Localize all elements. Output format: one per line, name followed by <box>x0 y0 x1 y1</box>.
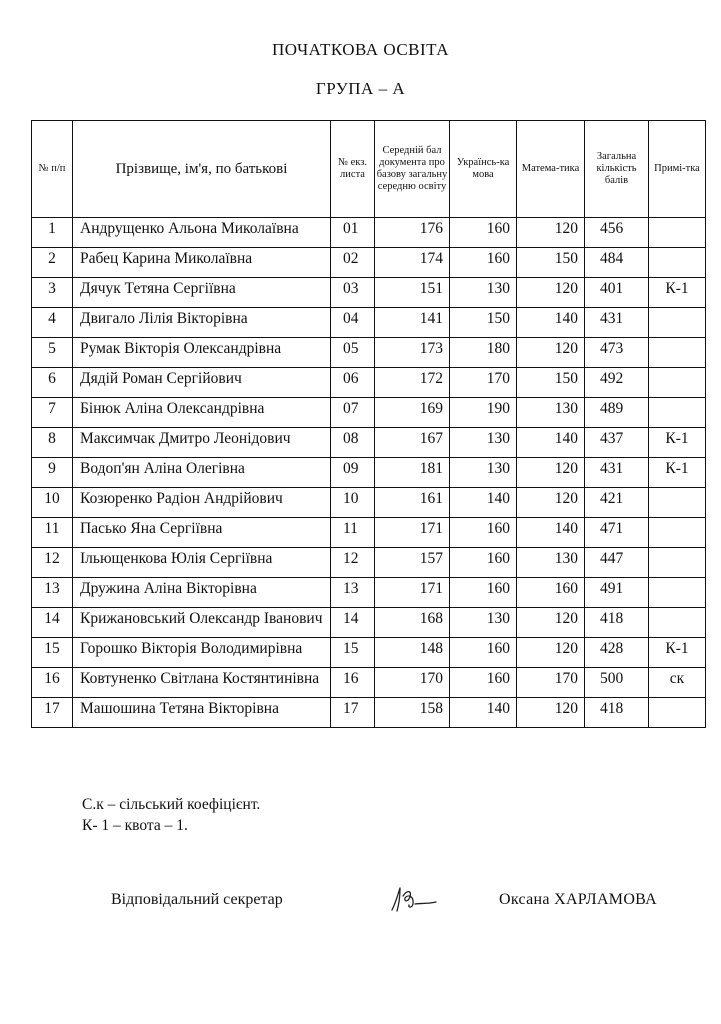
cell-note <box>649 548 706 578</box>
results-table <box>31 120 706 728</box>
cell-note <box>649 608 706 638</box>
table-row <box>32 248 706 278</box>
cell-num: 3 <box>32 278 73 308</box>
table-row <box>32 668 706 698</box>
cell-math: 120 <box>517 638 585 668</box>
cell-ukr: 130 <box>450 278 517 308</box>
cell-total: 421 <box>585 488 649 518</box>
cell-math: 140 <box>517 308 585 338</box>
cell-num: 12 <box>32 548 73 578</box>
cell-avg: 168 <box>375 608 450 638</box>
cell-num: 17 <box>32 698 73 728</box>
table-header-row <box>32 121 706 218</box>
cell-note: К-1 <box>649 458 706 488</box>
cell-avg: 157 <box>375 548 450 578</box>
cell-ukr: 160 <box>450 248 517 278</box>
cell-note <box>649 518 706 548</box>
table-row <box>32 698 706 728</box>
cell-note <box>649 578 706 608</box>
cell-total: 471 <box>585 518 649 548</box>
cell-sheet: 09 <box>331 458 375 488</box>
secretary-role: Відповідальний секретар <box>111 891 283 908</box>
cell-math: 150 <box>517 368 585 398</box>
cell-num: 11 <box>32 518 73 548</box>
table-row <box>32 638 706 668</box>
cell-ukr: 130 <box>450 458 517 488</box>
table-row <box>32 428 706 458</box>
cell-avg: 141 <box>375 308 450 338</box>
cell-avg: 174 <box>375 248 450 278</box>
cell-sheet: 05 <box>331 338 375 368</box>
cell-ukr: 160 <box>450 518 517 548</box>
cell-math: 120 <box>517 488 585 518</box>
legend-rural-coefficient: С.к – сільський коефіцієнт. <box>82 796 261 813</box>
cell-avg: 171 <box>375 518 450 548</box>
header-name: Прізвище, ім'я, по батькові <box>73 121 331 218</box>
cell-name: Румак Вікторія Олександрівна <box>73 338 331 368</box>
cell-note: К-1 <box>649 638 706 668</box>
header-sheet: № екз. листа <box>331 121 375 218</box>
cell-sheet: 14 <box>331 608 375 638</box>
table-row <box>32 548 706 578</box>
cell-total: 456 <box>585 218 649 248</box>
cell-sheet: 15 <box>331 638 375 668</box>
cell-ukr: 130 <box>450 428 517 458</box>
cell-avg: 161 <box>375 488 450 518</box>
signature-mark <box>388 884 438 914</box>
cell-name: Крижановський Олександр Іванович <box>73 608 331 638</box>
cell-total: 500 <box>585 668 649 698</box>
cell-num: 5 <box>32 338 73 368</box>
table-row <box>32 488 706 518</box>
cell-math: 140 <box>517 518 585 548</box>
cell-sheet: 03 <box>331 278 375 308</box>
cell-math: 130 <box>517 548 585 578</box>
cell-total: 431 <box>585 308 649 338</box>
cell-ukr: 160 <box>450 548 517 578</box>
cell-avg: 170 <box>375 668 450 698</box>
table-row <box>32 608 706 638</box>
cell-ukr: 150 <box>450 308 517 338</box>
cell-math: 120 <box>517 278 585 308</box>
cell-sheet: 16 <box>331 668 375 698</box>
cell-total: 484 <box>585 248 649 278</box>
cell-math: 150 <box>517 248 585 278</box>
cell-name: Рабец Карина Миколаївна <box>73 248 331 278</box>
cell-avg: 172 <box>375 368 450 398</box>
cell-note: ск <box>649 668 706 698</box>
secretary-name: Оксана ХАРЛАМОВА <box>499 891 658 908</box>
table-body <box>32 218 706 728</box>
cell-num: 6 <box>32 368 73 398</box>
cell-name: Ільющенкова Юлія Сергіївна <box>73 548 331 578</box>
cell-name: Ковтуненко Світлана Костянтинівна <box>73 668 331 698</box>
cell-ukr: 160 <box>450 638 517 668</box>
cell-note <box>649 398 706 428</box>
header-total: Загальна кількість балів <box>585 121 649 218</box>
cell-avg: 176 <box>375 218 450 248</box>
cell-avg: 171 <box>375 578 450 608</box>
cell-name: Дружина Аліна Вікторівна <box>73 578 331 608</box>
cell-math: 140 <box>517 428 585 458</box>
cell-math: 120 <box>517 458 585 488</box>
table-row <box>32 338 706 368</box>
table-row <box>32 398 706 428</box>
cell-sheet: 08 <box>331 428 375 458</box>
cell-note <box>649 338 706 368</box>
cell-sheet: 13 <box>331 578 375 608</box>
cell-name: Горошко Вікторія Володимирівна <box>73 638 331 668</box>
cell-sheet: 07 <box>331 398 375 428</box>
cell-total: 418 <box>585 698 649 728</box>
cell-sheet: 10 <box>331 488 375 518</box>
cell-num: 15 <box>32 638 73 668</box>
table-row <box>32 518 706 548</box>
cell-ukr: 180 <box>450 338 517 368</box>
cell-note: К-1 <box>649 278 706 308</box>
table-row <box>32 308 706 338</box>
cell-num: 4 <box>32 308 73 338</box>
table-row <box>32 218 706 248</box>
cell-num: 10 <box>32 488 73 518</box>
cell-math: 120 <box>517 698 585 728</box>
cell-math: 120 <box>517 608 585 638</box>
cell-name: Максимчак Дмитро Леонідович <box>73 428 331 458</box>
header-note: Примі-тка <box>649 121 706 218</box>
cell-note <box>649 248 706 278</box>
cell-total: 489 <box>585 398 649 428</box>
cell-sheet: 11 <box>331 518 375 548</box>
legend-quota: К- 1 – квота – 1. <box>82 817 188 834</box>
cell-ukr: 130 <box>450 608 517 638</box>
header-num: № п/п <box>32 121 73 218</box>
cell-note <box>649 488 706 518</box>
cell-ukr: 190 <box>450 398 517 428</box>
cell-note <box>649 368 706 398</box>
cell-sheet: 17 <box>331 698 375 728</box>
cell-num: 16 <box>32 668 73 698</box>
cell-name: Козюренко Радіон Андрійович <box>73 488 331 518</box>
cell-num: 13 <box>32 578 73 608</box>
cell-math: 130 <box>517 398 585 428</box>
cell-num: 9 <box>32 458 73 488</box>
cell-avg: 173 <box>375 338 450 368</box>
cell-name: Дядій Роман Сергійович <box>73 368 331 398</box>
header-avg: Середній бал документа про базову загальну середню освіту <box>375 121 450 218</box>
cell-total: 418 <box>585 608 649 638</box>
cell-sheet: 01 <box>331 218 375 248</box>
cell-total: 428 <box>585 638 649 668</box>
cell-total: 437 <box>585 428 649 458</box>
cell-avg: 158 <box>375 698 450 728</box>
cell-note <box>649 698 706 728</box>
cell-num: 1 <box>32 218 73 248</box>
table-row <box>32 278 706 308</box>
cell-name: Машошина Тетяна Вікторівна <box>73 698 331 728</box>
cell-ukr: 160 <box>450 668 517 698</box>
cell-total: 473 <box>585 338 649 368</box>
cell-name: Водоп'ян Аліна Олегівна <box>73 458 331 488</box>
cell-ukr: 170 <box>450 368 517 398</box>
cell-sheet: 04 <box>331 308 375 338</box>
cell-num: 8 <box>32 428 73 458</box>
cell-sheet: 06 <box>331 368 375 398</box>
cell-math: 120 <box>517 338 585 368</box>
group-title: ГРУПА – А <box>315 79 406 98</box>
cell-ukr: 160 <box>450 578 517 608</box>
legend <box>82 794 260 836</box>
cell-total: 492 <box>585 368 649 398</box>
cell-note: К-1 <box>649 428 706 458</box>
cell-avg: 169 <box>375 398 450 428</box>
cell-name: Андрущенко Альона Миколаївна <box>73 218 331 248</box>
page-title: ПОЧАТКОВА ОСВІТА <box>272 40 449 59</box>
cell-ukr: 160 <box>450 218 517 248</box>
cell-note <box>649 308 706 338</box>
cell-ukr: 140 <box>450 698 517 728</box>
cell-math: 160 <box>517 578 585 608</box>
header-math: Матема-тика <box>517 121 585 218</box>
cell-avg: 167 <box>375 428 450 458</box>
cell-num: 7 <box>32 398 73 428</box>
cell-total: 491 <box>585 578 649 608</box>
cell-math: 170 <box>517 668 585 698</box>
cell-num: 14 <box>32 608 73 638</box>
table-row <box>32 368 706 398</box>
cell-name: Бінюк Аліна Олександрівна <box>73 398 331 428</box>
cell-num: 2 <box>32 248 73 278</box>
table-row <box>32 458 706 488</box>
cell-avg: 148 <box>375 638 450 668</box>
cell-note <box>649 218 706 248</box>
cell-total: 447 <box>585 548 649 578</box>
table-row <box>32 578 706 608</box>
cell-ukr: 140 <box>450 488 517 518</box>
header-ukr: Українсь-ка мова <box>450 121 517 218</box>
cell-avg: 181 <box>375 458 450 488</box>
cell-sheet: 02 <box>331 248 375 278</box>
cell-math: 120 <box>517 218 585 248</box>
cell-avg: 151 <box>375 278 450 308</box>
cell-sheet: 12 <box>331 548 375 578</box>
cell-name: Пасько Яна Сергіївна <box>73 518 331 548</box>
cell-name: Дячук Тетяна Сергіївна <box>73 278 331 308</box>
cell-total: 431 <box>585 458 649 488</box>
cell-total: 401 <box>585 278 649 308</box>
cell-name: Двигало Лілія Вікторівна <box>73 308 331 338</box>
